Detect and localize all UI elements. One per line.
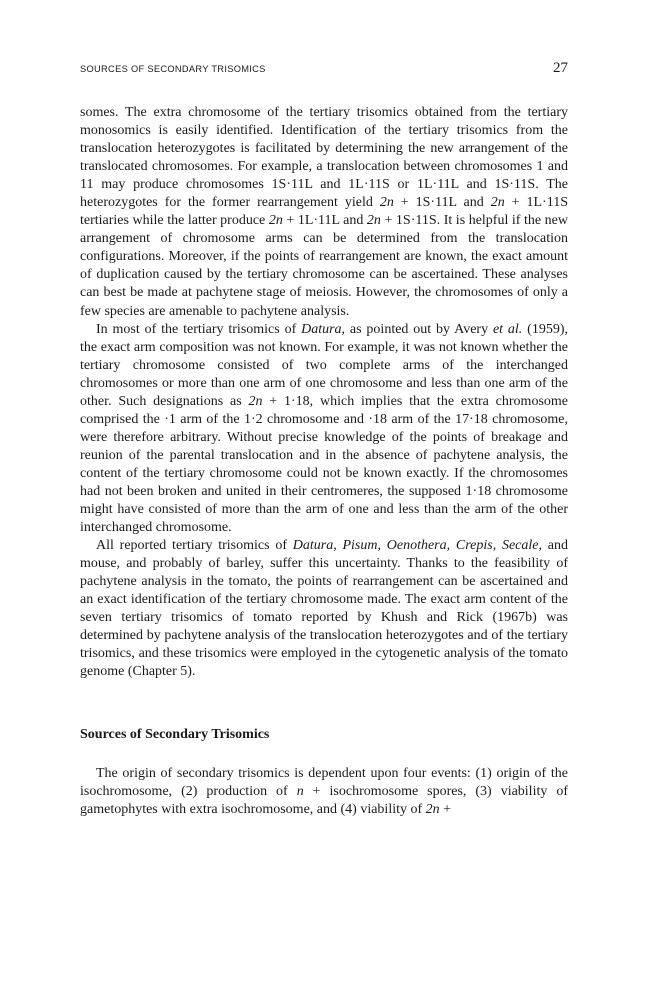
paragraph	[80, 104, 568, 321]
text-run: + 1S·11S. It is helpful if the new arrangement of chromosome arms can be determined from the translocation configurations. Moreover, if the points of rearrangement are known, the exact amount of duplication caused by the tertiary chromosome can be ascertained. These analyses can best be made at pachytene stage of meiosis. However, the chromosomes of only a few species are amenable to pachytene analysis.	[80, 213, 569, 319]
text-run: +	[439, 801, 452, 817]
text-run: + 1L·11S tertiaries while the latter produce	[80, 195, 568, 229]
paragraph	[80, 321, 568, 538]
paragraph	[80, 765, 568, 819]
text-run: + 1S·11L and	[393, 195, 491, 211]
running-title: SOURCES OF SECONDARY TRISOMICS	[80, 64, 266, 74]
italic-text: 2n	[366, 213, 381, 229]
text-run: + 1·18, which implies that the extra chromosome comprised the ·1 arm of the 1·2 chromosome and ·18 arm of the 17·18 chromosome, were therefore arbitrary. Without precise knowledge of the points of breakage and reunion of the parental translocation and in the absence of pachytene analysis, the content of the tertiary chromosome could not be known exactly. If the chromosomes had not been broken and united in their centromeres, the supposed 1·18 chromosome might have consisted of more than the arm of one and less than the arm of the other interchanged chromosome.	[80, 393, 568, 536]
italic-text: 2n	[490, 195, 505, 211]
text-run: somes. The extra chromosome of the tertiary trisomics obtained from the tertiary monosomics is easily identified. Identification of the tertiary trisomics from the translocation heterozygotes is facilitated by determining the new arrangement of the translocated chromosomes. For example, a translocation between chromosomes 1 and 11 may produce chromosomes 1S·11L and 1L·11S or 1L·11L and 1S·11S. The heterozygotes for the former rearrangement yield	[80, 105, 568, 211]
text-run: All reported tertiary trisomics of	[96, 538, 293, 554]
book-page	[80, 60, 568, 819]
italic-text: n	[296, 783, 304, 799]
page-number: 27	[553, 60, 568, 76]
text-run: In most of the tertiary trisomics of	[96, 321, 302, 337]
italic-text: Datura,	[301, 321, 346, 337]
text-run: + isochromosome spores, (3) viability of gametophytes with extra isochromosome, and (4) viability of	[80, 783, 568, 817]
section-heading: Sources of Secondary Trisomics	[80, 726, 270, 742]
italic-text: et al.	[492, 321, 523, 337]
text-run: (1959), the exact arm composition was not known. For example, it was not known whether the tertiary chromosome consisted of two complete arms of the interchanged chromosomes or more than one arm of one chromosome and less than one arm of the other. Such designations as	[80, 321, 568, 409]
italic-text: 2n	[425, 801, 440, 817]
section-body	[80, 765, 568, 819]
italic-text: 2n	[379, 195, 394, 211]
text-run: as pointed out by Avery	[345, 321, 493, 337]
running-head	[80, 60, 568, 82]
text-run: and mouse, and probably of barley, suffer this uncertainty. Thanks to the feasibility of pachytene analysis in the tomato, the points of rearrangement can be ascertained and an exact identification of the tertiary chromosome made. The exact arm content of the seven tertiary trisomics of tomato reported by Khush and Rick (1967b) was determined by pachytene analysis of the translocation heterozygotes and of the tertiary trisomics, and these trisomics were employed in the cytogenetic analysis of the tomato genome (Chapter 5).	[80, 538, 568, 680]
text-run: + 1L·11L and	[282, 213, 367, 229]
italic-text: 2n	[268, 213, 283, 229]
paragraph	[80, 537, 568, 681]
body-text	[80, 104, 568, 682]
italic-text: 2n	[248, 393, 263, 409]
text-run: The origin of secondary trisomics is dependent upon four events: (1) origin of the isochromosome, (2) production of	[80, 765, 568, 799]
italic-text: Datura, Pisum, Oenothera, Crepis, Secale,	[292, 538, 542, 554]
